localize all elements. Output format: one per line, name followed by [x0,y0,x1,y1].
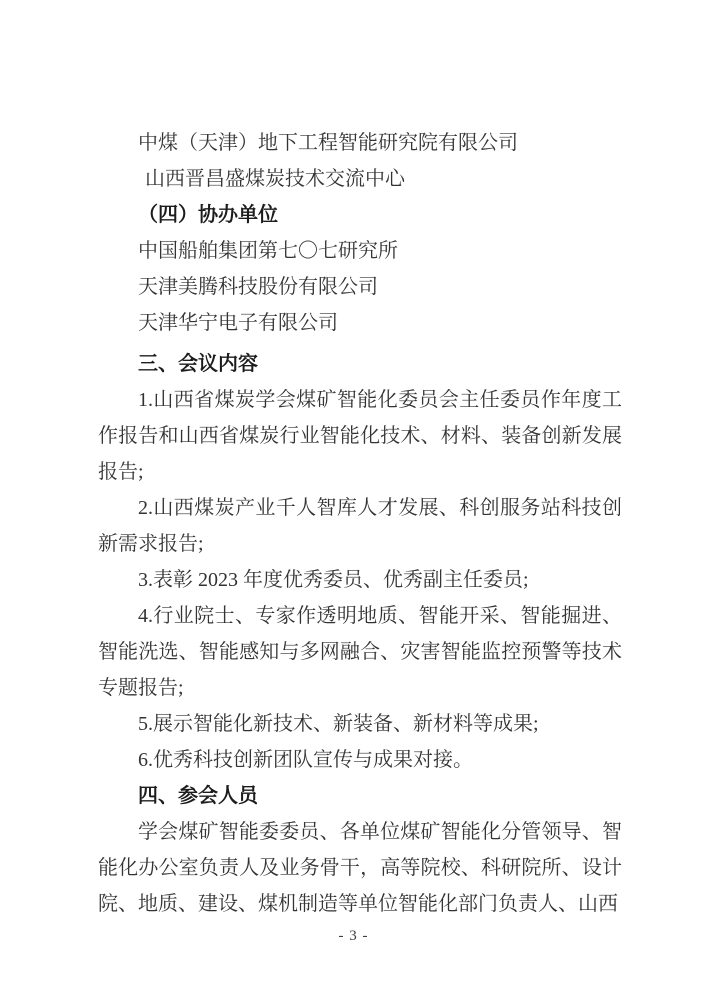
body-paragraph: 学会煤矿智能委委员、各单位煤矿智能化分管领导、智能化办公室负责人及业务骨干，高等院校、科研院所、设计院、地质、建设、煤机制造等单位智能化部门负责人、山西 [98,821,622,915]
section-heading: 四、参会人员 [138,785,258,807]
section-heading: 三、会议内容 [138,353,258,375]
body-paragraph: 5.展示智能化新技术、新装备、新材料等成果; [138,713,539,735]
org-name-line: 天津美腾科技股份有限公司 [138,276,378,298]
org-name-line: 中煤（天津）地下工程智能研究院有限公司 [138,132,518,154]
body-paragraph: 3.表彰 2023 年度优秀委员、优秀副主任委员; [138,569,529,591]
org-name-line: 中国船舶集团第七〇七研究所 [138,240,398,262]
body-paragraph: 4.行业院士、专家作透明地质、智能开采、智能掘进、智能洗选、智能感知与多网融合、灾害智能监控预警等技术专题报告; [98,605,622,699]
org-name-line: 天津华宁电子有限公司 [138,312,338,334]
body-paragraph: 6.优秀科技创新团队宣传与成果对接。 [138,749,473,771]
document-body [98,125,622,922]
body-paragraph: 2.山西煤炭产业千人智库人才发展、科创服务站科技创新需求报告; [98,497,622,555]
body-paragraph: 1.山西省煤炭学会煤矿智能化委员会主任委员作年度工作报告和山西省煤炭行业智能化技术、材料、装备创新发展报告; [98,389,622,483]
section-heading: （四）协办单位 [138,204,278,226]
org-name-line: 山西晋昌盛煤炭技术交流中心 [145,168,405,190]
page-number: - 3 - [338,928,369,944]
